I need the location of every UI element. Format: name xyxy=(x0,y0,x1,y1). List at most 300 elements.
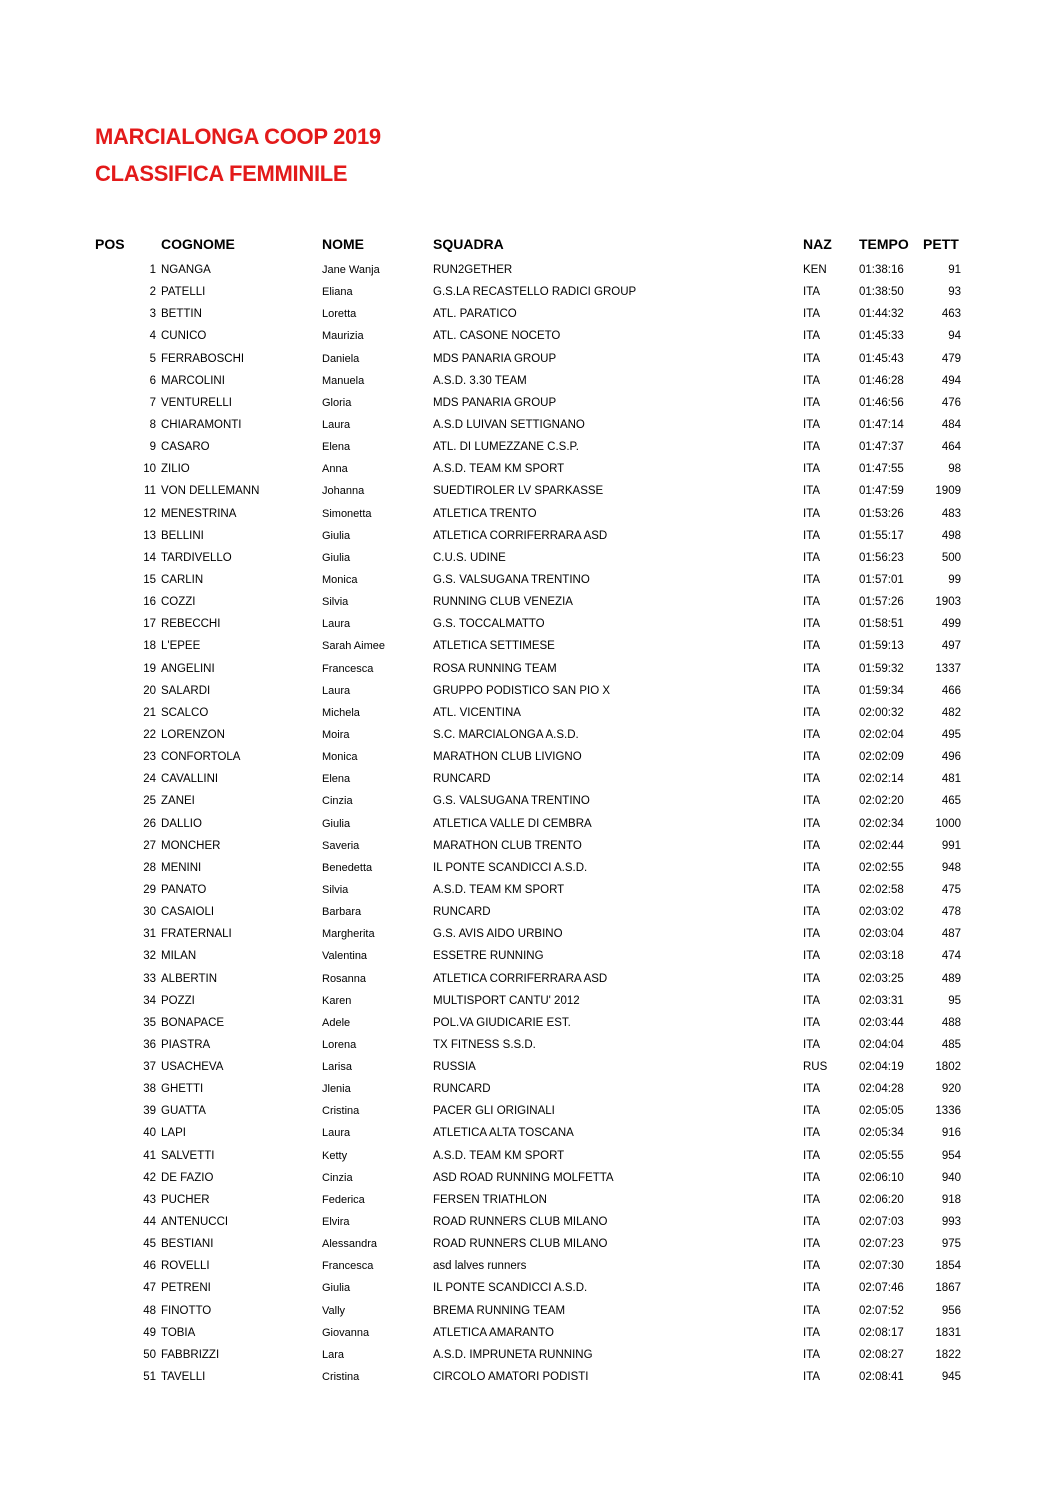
cell-tempo: 02:03:25 xyxy=(859,972,904,985)
cell-pett: 98 xyxy=(948,463,961,476)
cell-pos: 6 xyxy=(149,374,156,387)
cell-pett: 489 xyxy=(941,972,961,985)
table-row xyxy=(0,525,1058,547)
cell-cognome: CAVALLINI xyxy=(161,773,219,786)
table-row xyxy=(0,591,1058,613)
cell-squadra: MARATHON CLUB LIVIGNO xyxy=(433,751,582,764)
cell-nome: Laura xyxy=(322,684,351,697)
cell-pett: 499 xyxy=(941,618,961,631)
cell-squadra: RUNNING CLUB VENEZIA xyxy=(433,596,573,609)
table-row xyxy=(0,1322,1058,1344)
cell-pos: 18 xyxy=(143,640,156,653)
cell-pett: 993 xyxy=(941,1216,961,1229)
cell-pos: 43 xyxy=(143,1193,156,1206)
cell-pos: 37 xyxy=(143,1061,156,1074)
cell-pett: 91 xyxy=(948,264,961,276)
cell-squadra: G.S. TOCCALMATTO xyxy=(433,618,545,631)
cell-squadra: RUNCARD xyxy=(433,906,491,919)
cell-pett: 474 xyxy=(941,950,961,963)
cell-cognome: MILAN xyxy=(161,950,197,963)
cell-nome: Giovanna xyxy=(322,1326,370,1339)
results-table xyxy=(0,259,1058,1388)
cell-tempo: 02:02:55 xyxy=(859,861,904,874)
cell-tempo: 02:02:58 xyxy=(859,883,904,896)
cell-squadra: MDS PANARIA GROUP xyxy=(433,396,557,409)
cell-tempo: 02:02:20 xyxy=(859,795,904,808)
cell-cognome: ANTENUCCI xyxy=(161,1216,229,1229)
cell-squadra: IL PONTE SCANDICCI A.S.D. xyxy=(433,861,588,874)
cell-squadra: C.U.S. UDINE xyxy=(433,551,506,564)
cell-naz: ITA xyxy=(803,618,821,631)
cell-pett: 479 xyxy=(941,352,961,365)
table-row xyxy=(0,1211,1058,1233)
cell-squadra: RUN2GETHER xyxy=(433,264,513,276)
cell-nome: Cristina xyxy=(322,1105,360,1118)
cell-pett: 1909 xyxy=(935,485,961,498)
cell-pos: 51 xyxy=(143,1371,156,1384)
table-row xyxy=(0,768,1058,790)
cell-tempo: 02:08:27 xyxy=(859,1348,904,1361)
cell-naz: KEN xyxy=(803,264,827,276)
cell-pett: 95 xyxy=(948,994,961,1007)
cell-pett: 496 xyxy=(941,751,961,764)
table-row xyxy=(0,1056,1058,1078)
cell-squadra: A.S.D. 3.30 TEAM xyxy=(433,374,527,387)
cell-tempo: 02:03:04 xyxy=(859,928,904,941)
cell-nome: Francesca xyxy=(322,662,374,675)
cell-nome: Valentina xyxy=(322,950,368,963)
page-title: MARCIALONGA COOP 2019 xyxy=(95,124,381,149)
header-squadra: SQUADRA xyxy=(433,236,504,252)
cell-tempo: 02:08:17 xyxy=(859,1326,904,1339)
table-row xyxy=(0,968,1058,990)
cell-pett: 94 xyxy=(948,330,961,343)
table-row xyxy=(0,901,1058,923)
cell-naz: ITA xyxy=(803,573,821,586)
cell-nome: Elena xyxy=(322,441,351,454)
cell-pos: 16 xyxy=(143,596,156,609)
cell-tempo: 01:45:43 xyxy=(859,352,904,365)
cell-pos: 13 xyxy=(143,529,156,542)
table-row xyxy=(0,702,1058,724)
cell-pos: 22 xyxy=(143,728,156,741)
cell-nome: Simonetta xyxy=(322,507,372,520)
table-row xyxy=(0,1189,1058,1211)
header-cognome: COGNOME xyxy=(161,236,235,252)
cell-pett: 1337 xyxy=(935,662,961,675)
cell-tempo: 01:47:55 xyxy=(859,463,904,476)
cell-pos: 1 xyxy=(149,264,156,276)
cell-pett: 956 xyxy=(941,1304,961,1317)
cell-nome: Barbara xyxy=(322,906,362,919)
cell-tempo: 02:03:44 xyxy=(859,1016,904,1029)
cell-squadra: FERSEN TRIATHLON xyxy=(433,1193,547,1206)
cell-cognome: VON DELLEMANN xyxy=(161,485,260,498)
cell-pett: 463 xyxy=(941,308,961,321)
cell-tempo: 02:05:05 xyxy=(859,1105,904,1118)
cell-naz: ITA xyxy=(803,374,821,387)
cell-cognome: GUATTA xyxy=(161,1105,206,1118)
cell-nome: Monica xyxy=(322,573,358,586)
cell-cognome: FERRABOSCHI xyxy=(161,352,245,365)
cell-cognome: CARLIN xyxy=(161,573,204,586)
table-row xyxy=(0,259,1058,281)
cell-nome: Ketty xyxy=(322,1149,348,1162)
cell-pos: 3 xyxy=(149,308,156,321)
table-row xyxy=(0,835,1058,857)
cell-tempo: 01:59:13 xyxy=(859,640,904,653)
cell-tempo: 02:03:31 xyxy=(859,994,904,1007)
cell-squadra: RUSSIA xyxy=(433,1061,476,1074)
cell-cognome: SALVETTI xyxy=(161,1149,215,1162)
cell-tempo: 01:45:33 xyxy=(859,330,904,343)
cell-tempo: 02:03:02 xyxy=(859,906,904,919)
cell-pett: 1831 xyxy=(935,1326,961,1339)
cell-tempo: 01:38:16 xyxy=(859,264,904,276)
cell-nome: Saveria xyxy=(322,839,360,852)
table-row xyxy=(0,1012,1058,1034)
cell-cognome: BELLINI xyxy=(161,529,204,542)
cell-pett: 93 xyxy=(948,286,961,299)
cell-pos: 25 xyxy=(143,795,156,808)
cell-pos: 10 xyxy=(143,463,156,476)
cell-pett: 945 xyxy=(941,1371,961,1384)
cell-pos: 7 xyxy=(149,396,156,409)
cell-naz: ITA xyxy=(803,1260,821,1273)
cell-cognome: CUNICO xyxy=(161,330,207,343)
cell-pos: 49 xyxy=(143,1326,156,1339)
cell-nome: Manuela xyxy=(322,374,365,387)
table-row xyxy=(0,1233,1058,1255)
table-row xyxy=(0,1034,1058,1056)
cell-squadra: ROSA RUNNING TEAM xyxy=(433,662,557,675)
cell-tempo: 01:47:37 xyxy=(859,441,904,454)
cell-pett: 918 xyxy=(941,1193,961,1206)
cell-pett: 485 xyxy=(941,1038,961,1051)
table-row xyxy=(0,945,1058,967)
cell-squadra: ATLETICA SETTIMESE xyxy=(433,640,555,653)
cell-naz: ITA xyxy=(803,418,821,431)
cell-naz: ITA xyxy=(803,1371,821,1384)
cell-nome: Benedetta xyxy=(322,861,373,874)
cell-nome: Michela xyxy=(322,706,360,719)
cell-naz: ITA xyxy=(803,1083,821,1096)
cell-pett: 99 xyxy=(948,573,961,586)
cell-pett: 476 xyxy=(941,396,961,409)
cell-pos: 15 xyxy=(143,573,156,586)
cell-naz: ITA xyxy=(803,441,821,454)
cell-tempo: 01:57:01 xyxy=(859,573,904,586)
cell-naz: ITA xyxy=(803,684,821,697)
cell-cognome: CASARO xyxy=(161,441,210,454)
cell-naz: ITA xyxy=(803,883,821,896)
cell-pos: 20 xyxy=(143,684,156,697)
header-naz: NAZ xyxy=(803,236,832,252)
cell-naz: ITA xyxy=(803,286,821,299)
table-row xyxy=(0,724,1058,746)
table-row xyxy=(0,436,1058,458)
cell-squadra: RUNCARD xyxy=(433,773,491,786)
table-row xyxy=(0,1145,1058,1167)
cell-cognome: MENESTRINA xyxy=(161,507,237,520)
table-row xyxy=(0,569,1058,591)
cell-pos: 29 xyxy=(143,883,156,896)
cell-naz: ITA xyxy=(803,1127,821,1140)
cell-tempo: 02:08:41 xyxy=(859,1371,904,1384)
cell-squadra: ATLETICA ALTA TOSCANA xyxy=(433,1127,574,1140)
cell-naz: ITA xyxy=(803,551,821,564)
cell-cognome: ALBERTIN xyxy=(161,972,218,985)
cell-squadra: ESSETRE RUNNING xyxy=(433,950,544,963)
cell-pett: 1336 xyxy=(935,1105,961,1118)
table-row xyxy=(0,1255,1058,1277)
cell-tempo: 02:02:34 xyxy=(859,817,904,830)
cell-cognome: ZANEI xyxy=(161,795,195,808)
cell-squadra: PACER GLI ORIGINALI xyxy=(433,1105,555,1118)
cell-tempo: 01:53:26 xyxy=(859,507,904,520)
cell-tempo: 02:04:28 xyxy=(859,1083,904,1096)
cell-cognome: TARDIVELLO xyxy=(161,551,232,564)
cell-nome: Vally xyxy=(322,1304,346,1317)
table-row xyxy=(0,613,1058,635)
table-row xyxy=(0,790,1058,812)
cell-nome: Silvia xyxy=(322,596,349,609)
table-row xyxy=(0,547,1058,569)
cell-cognome: BONAPACE xyxy=(161,1016,225,1029)
cell-nome: Cinzia xyxy=(322,795,353,808)
cell-pett: 482 xyxy=(941,706,961,719)
cell-cognome: MONCHER xyxy=(161,839,221,852)
cell-pett: 1802 xyxy=(935,1061,961,1074)
table-row xyxy=(0,325,1058,347)
cell-pos: 35 xyxy=(143,1016,156,1029)
cell-tempo: 02:05:34 xyxy=(859,1127,904,1140)
cell-pett: 1867 xyxy=(935,1282,961,1295)
cell-pos: 14 xyxy=(143,551,156,564)
cell-squadra: asd lalves runners xyxy=(433,1260,527,1273)
cell-nome: Elena xyxy=(322,773,351,786)
cell-naz: ITA xyxy=(803,773,821,786)
cell-squadra: G.S. VALSUGANA TRENTINO xyxy=(433,795,590,808)
cell-naz: ITA xyxy=(803,728,821,741)
cell-cognome: POZZI xyxy=(161,994,195,1007)
cell-squadra: ASD ROAD RUNNING MOLFETTA xyxy=(433,1171,614,1184)
cell-pett: 483 xyxy=(941,507,961,520)
table-row xyxy=(0,680,1058,702)
cell-naz: ITA xyxy=(803,485,821,498)
table-row xyxy=(0,392,1058,414)
cell-cognome: DE FAZIO xyxy=(161,1171,214,1184)
cell-squadra: ATLETICA CORRIFERRARA ASD xyxy=(433,529,608,542)
cell-cognome: PIASTRA xyxy=(161,1038,211,1051)
cell-pos: 38 xyxy=(143,1083,156,1096)
cell-pett: 465 xyxy=(941,795,961,808)
cell-squadra: ATLETICA VALLE DI CEMBRA xyxy=(433,817,592,830)
cell-naz: ITA xyxy=(803,1326,821,1339)
cell-cognome: ZILIO xyxy=(161,463,190,476)
cell-naz: ITA xyxy=(803,640,821,653)
cell-tempo: 01:44:32 xyxy=(859,308,904,321)
cell-cognome: FABBRIZZI xyxy=(161,1348,220,1361)
cell-cognome: PATELLI xyxy=(161,286,206,299)
cell-nome: Elvira xyxy=(322,1216,350,1229)
cell-pett: 991 xyxy=(941,839,961,852)
cell-cognome: TOBIA xyxy=(161,1326,196,1339)
cell-cognome: PUCHER xyxy=(161,1193,210,1206)
cell-squadra: MULTISPORT CANTU' 2012 xyxy=(433,994,580,1007)
cell-nome: Johanna xyxy=(322,485,365,498)
cell-squadra: A.S.D. TEAM KM SPORT xyxy=(433,1149,565,1162)
cell-pos: 36 xyxy=(143,1038,156,1051)
cell-tempo: 02:07:23 xyxy=(859,1238,904,1251)
cell-tempo: 02:04:19 xyxy=(859,1061,904,1074)
cell-squadra: A.S.D LUIVAN SETTIGNANO xyxy=(433,418,585,431)
cell-cognome: FINOTTO xyxy=(161,1304,212,1317)
cell-tempo: 01:55:17 xyxy=(859,529,904,542)
table-row xyxy=(0,879,1058,901)
cell-naz: ITA xyxy=(803,529,821,542)
cell-tempo: 02:04:04 xyxy=(859,1038,904,1051)
cell-cognome: ANGELINI xyxy=(161,662,215,675)
cell-cognome: CASAIOLI xyxy=(161,906,215,919)
cell-pos: 33 xyxy=(143,972,156,985)
table-row xyxy=(0,281,1058,303)
cell-pos: 5 xyxy=(149,352,156,365)
cell-pos: 30 xyxy=(143,906,156,919)
table-row xyxy=(0,990,1058,1012)
header-tempo: TEMPO xyxy=(859,236,909,252)
cell-nome: Gloria xyxy=(322,396,352,409)
cell-nome: Jlenia xyxy=(322,1083,351,1096)
cell-tempo: 02:07:52 xyxy=(859,1304,904,1317)
cell-cognome: CONFORTOLA xyxy=(161,751,241,764)
cell-pos: 23 xyxy=(143,751,156,764)
cell-naz: ITA xyxy=(803,352,821,365)
cell-pett: 940 xyxy=(941,1171,961,1184)
cell-pos: 41 xyxy=(143,1149,156,1162)
cell-naz: ITA xyxy=(803,706,821,719)
table-row xyxy=(0,503,1058,525)
cell-tempo: 02:00:32 xyxy=(859,706,904,719)
cell-squadra: ROAD RUNNERS CLUB MILANO xyxy=(433,1216,608,1229)
cell-pos: 44 xyxy=(143,1216,156,1229)
cell-cognome: MARCOLINI xyxy=(161,374,225,387)
cell-naz: ITA xyxy=(803,839,821,852)
cell-cognome: TAVELLI xyxy=(161,1371,206,1384)
cell-nome: Eliana xyxy=(322,286,353,299)
cell-squadra: MARATHON CLUB TRENTO xyxy=(433,839,582,852)
cell-pos: 9 xyxy=(149,441,156,454)
cell-pett: 498 xyxy=(941,529,961,542)
cell-tempo: 01:59:32 xyxy=(859,662,904,675)
cell-cognome: CHIARAMONTI xyxy=(161,418,242,431)
header-pos: POS xyxy=(95,236,125,252)
cell-naz: ITA xyxy=(803,1304,821,1317)
cell-nome: Silvia xyxy=(322,883,349,896)
cell-naz: ITA xyxy=(803,1038,821,1051)
cell-naz: ITA xyxy=(803,928,821,941)
cell-pett: 916 xyxy=(941,1127,961,1140)
cell-cognome: USACHEVA xyxy=(161,1061,224,1074)
table-row xyxy=(0,1167,1058,1189)
cell-pett: 1903 xyxy=(935,596,961,609)
cell-squadra: S.C. MARCIALONGA A.S.D. xyxy=(433,728,579,741)
cell-pett: 954 xyxy=(941,1149,961,1162)
cell-naz: ITA xyxy=(803,1348,821,1361)
page-subtitle: CLASSIFICA FEMMINILE xyxy=(95,161,348,186)
cell-cognome: MENINI xyxy=(161,861,202,874)
cell-nome: Sarah Aimee xyxy=(322,640,385,653)
cell-nome: Lara xyxy=(322,1348,345,1361)
cell-pett: 478 xyxy=(941,906,961,919)
cell-nome: Anna xyxy=(322,463,348,476)
cell-tempo: 02:07:46 xyxy=(859,1282,904,1295)
cell-pos: 2 xyxy=(149,286,156,299)
cell-tempo: 02:02:09 xyxy=(859,751,904,764)
cell-pos: 21 xyxy=(143,706,156,719)
cell-nome: Cristina xyxy=(322,1371,360,1384)
cell-naz: ITA xyxy=(803,330,821,343)
cell-tempo: 01:59:34 xyxy=(859,684,904,697)
cell-pos: 11 xyxy=(144,485,156,498)
table-row xyxy=(0,813,1058,835)
table-row xyxy=(0,348,1058,370)
cell-naz: ITA xyxy=(803,972,821,985)
cell-pett: 464 xyxy=(941,441,961,454)
cell-tempo: 02:02:44 xyxy=(859,839,904,852)
cell-nome: Lorena xyxy=(322,1038,357,1051)
cell-nome: Giulia xyxy=(322,551,351,564)
cell-squadra: A.S.D. TEAM KM SPORT xyxy=(433,463,565,476)
cell-pos: 4 xyxy=(149,330,156,343)
cell-squadra: G.S.LA RECASTELLO RADICI GROUP xyxy=(433,286,637,299)
cell-nome: Rosanna xyxy=(322,972,367,985)
cell-tempo: 01:38:50 xyxy=(859,286,904,299)
cell-pett: 494 xyxy=(941,374,961,387)
cell-nome: Laura xyxy=(322,418,351,431)
cell-pett: 975 xyxy=(941,1238,961,1251)
cell-naz: ITA xyxy=(803,308,821,321)
cell-nome: Daniela xyxy=(322,352,360,365)
cell-naz: ITA xyxy=(803,795,821,808)
cell-tempo: 01:46:28 xyxy=(859,374,904,387)
cell-pett: 500 xyxy=(941,551,961,564)
cell-cognome: DALLIO xyxy=(161,817,202,830)
cell-pett: 1854 xyxy=(935,1260,961,1273)
table-row xyxy=(0,458,1058,480)
cell-pett: 497 xyxy=(941,640,961,653)
cell-nome: Laura xyxy=(322,618,351,631)
cell-squadra: BREMA RUNNING TEAM xyxy=(433,1304,566,1317)
table-row xyxy=(0,857,1058,879)
cell-squadra: ROAD RUNNERS CLUB MILANO xyxy=(433,1238,608,1251)
cell-squadra: G.S. VALSUGANA TRENTINO xyxy=(433,573,590,586)
cell-pos: 26 xyxy=(143,817,156,830)
cell-tempo: 01:58:51 xyxy=(859,618,904,631)
cell-nome: Moira xyxy=(322,728,350,741)
cell-nome: Cinzia xyxy=(322,1171,353,1184)
cell-pos: 27 xyxy=(143,839,156,852)
cell-naz: ITA xyxy=(803,463,821,476)
cell-naz: ITA xyxy=(803,861,821,874)
cell-naz: ITA xyxy=(803,1282,821,1295)
cell-naz: ITA xyxy=(803,906,821,919)
cell-squadra: ATL. PARATICO xyxy=(433,308,517,321)
cell-nome: Loretta xyxy=(322,308,357,321)
cell-pett: 1822 xyxy=(935,1348,961,1361)
cell-tempo: 02:02:04 xyxy=(859,728,904,741)
table-row xyxy=(0,658,1058,680)
